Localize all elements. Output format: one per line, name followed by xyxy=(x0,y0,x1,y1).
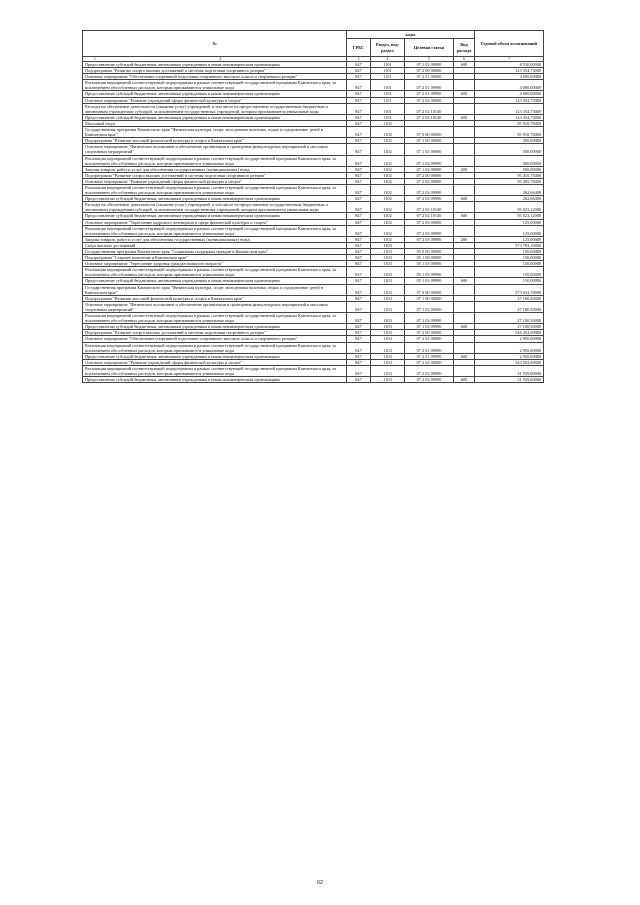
row-amount-cell: 150,00000 xyxy=(475,278,544,284)
table-row xyxy=(83,103,544,114)
row-section-cell: 1103 xyxy=(371,365,405,376)
row-amount-cell: 150,00000 xyxy=(475,267,544,278)
row-target-cell: 07 2 03 09990 xyxy=(405,236,454,242)
row-grbs-cell: 847 xyxy=(347,242,371,248)
row-section-cell: 1102 xyxy=(371,213,405,219)
table-row xyxy=(83,365,544,376)
row-target-cell: 07 2 00 00000 xyxy=(405,68,454,74)
row-section-cell: 1102 xyxy=(371,138,405,144)
row-section-cell: 1103 xyxy=(371,342,405,353)
row-name-cell: Закупка товаров, работ и услуг для обеспечения государственных (муниципальных) нужд xyxy=(83,166,347,172)
row-amount-cell: 4 000,00000 xyxy=(475,80,544,91)
row-grbs-cell: 847 xyxy=(347,284,371,295)
row-target-cell: 07 2 02 00000 xyxy=(405,97,454,103)
row-amount-cell: 150,00000 xyxy=(475,255,544,261)
row-name-cell: Основное мероприятие "Развитие учреждений сферы физической культуры и спорта" xyxy=(83,359,347,365)
row-grbs-cell: 847 xyxy=(347,62,371,68)
row-vr-cell: 200 xyxy=(454,166,475,172)
row-section-cell: 1102 xyxy=(371,178,405,184)
row-vr-cell: 200 xyxy=(454,236,475,242)
row-vr-cell: 600 xyxy=(454,278,475,284)
row-section-cell: 1103 xyxy=(371,255,405,261)
row-grbs-cell: 847 xyxy=(347,353,371,359)
index-marker: 2 xyxy=(219,57,222,61)
row-target-cell: 07 2 02 10140 xyxy=(405,114,454,120)
row-vr-cell xyxy=(454,365,475,376)
row-section-cell: 1101 xyxy=(371,68,405,74)
row-name-cell: Предоставление субсидий бюджетным, автономным учреждениям и иным некоммерческим организациям xyxy=(83,377,347,383)
row-name-cell: Подпрограмма "Развитие спорта высших достижений и системы подготовки спортивного резерва" xyxy=(83,172,347,178)
row-section-cell: 1102 xyxy=(371,219,405,225)
index-cell: 4 xyxy=(371,57,405,62)
row-section-cell: 1102 xyxy=(371,155,405,166)
table-row xyxy=(83,144,544,155)
row-section-cell: 1103 xyxy=(371,242,405,248)
header-num: № xyxy=(83,31,347,57)
row-section-cell: 1103 xyxy=(371,295,405,301)
row-grbs-cell: 847 xyxy=(347,236,371,242)
row-amount-cell: 31 939,60000 xyxy=(475,365,544,376)
row-name-cell: Реализация мероприятий соответствующей подпрограммы в рамках соответствующей государственной программы Камчатского края, за исключением обособленных расходов, которым присваиваются уникальные коды xyxy=(83,80,347,91)
row-name-cell: Закупка товаров, работ и услуг для обеспечения государственных (муниципальных) нужд xyxy=(83,236,347,242)
row-grbs-cell: 847 xyxy=(347,155,371,166)
row-target-cell: 07 1 02 00000 xyxy=(405,301,454,312)
row-vr-cell: 600 xyxy=(454,91,475,97)
row-vr-cell: 600 xyxy=(454,377,475,383)
header-volume: Годовой объем ассигнований xyxy=(475,31,544,57)
row-amount-cell: 123 354,73000 xyxy=(475,114,544,120)
row-section-cell: 1101 xyxy=(371,103,405,114)
row-section-cell: 1103 xyxy=(371,336,405,342)
row-vr-cell: 600 xyxy=(454,196,475,202)
row-amount-cell: 2 950,00000 xyxy=(475,353,544,359)
row-vr-cell xyxy=(454,184,475,195)
row-name-cell: Государственная программа Камчатского края "Социальная поддержка граждан в Камчатском крае" xyxy=(83,249,347,255)
row-amount-cell: 123 354,73000 xyxy=(475,68,544,74)
page-number: 62 xyxy=(316,880,324,886)
row-amount-cell: 123 354,73000 xyxy=(475,97,544,103)
row-vr-cell xyxy=(454,267,475,278)
row-grbs-cell: 847 xyxy=(347,249,371,255)
row-target-cell: 07 1 02 09990 xyxy=(405,166,454,172)
row-name-cell: Предоставление субсидий бюджетным, автономным учреждениям и иным некоммерческим организациям xyxy=(83,278,347,284)
row-grbs-cell: 847 xyxy=(347,213,371,219)
row-amount-cell: 31 939,60000 xyxy=(475,377,544,383)
row-name-cell: Государственная программа Камчатского края "Физическая культура, спорт, молодежная политика, отдых и оздоровление детей в Камчатском крае" xyxy=(83,127,347,138)
row-section-cell: 1102 xyxy=(371,166,405,172)
row-section-cell: 1102 xyxy=(371,172,405,178)
row-section-cell: 1102 xyxy=(371,202,405,213)
row-grbs-cell: 847 xyxy=(347,178,371,184)
row-name-cell: Предоставление субсидий бюджетным, автономным учреждениям и иным некоммерческим организациям xyxy=(83,196,347,202)
row-grbs-cell: 847 xyxy=(347,261,371,267)
row-section-cell: 1102 xyxy=(371,144,405,155)
row-grbs-cell: 847 xyxy=(347,225,371,236)
header-codes: коды xyxy=(347,31,475,39)
row-vr-cell xyxy=(454,80,475,91)
row-target-cell: 07 1 00 00000 xyxy=(405,295,454,301)
row-grbs-cell: 847 xyxy=(347,91,371,97)
row-grbs-cell: 847 xyxy=(347,267,371,278)
row-amount-cell: 4 000,00000 xyxy=(475,91,544,97)
row-target-cell: 07 2 01 00000 xyxy=(405,74,454,80)
row-target-cell: 07 2 01 09990 xyxy=(405,91,454,97)
table-row xyxy=(83,127,544,138)
row-name-cell: Реализация мероприятий соответствующей подпрограммы в рамках соответствующей государственной программы Камчатского края, за исключением обособленных расходов, которым присваиваются уникальные коды xyxy=(83,365,347,376)
row-amount-cell: 8 530,00000 xyxy=(475,62,544,68)
row-grbs-cell: 847 xyxy=(347,120,371,126)
table-body xyxy=(83,57,544,383)
row-target-cell: 05 1 03 00000 xyxy=(405,261,454,267)
row-grbs-cell: 847 xyxy=(347,295,371,301)
row-grbs-cell: 847 xyxy=(347,255,371,261)
row-grbs-cell: 847 xyxy=(347,196,371,202)
table-row xyxy=(83,342,544,353)
row-grbs-cell: 847 xyxy=(347,144,371,155)
header-section: Раздел, под-раздел xyxy=(371,39,405,57)
row-section-cell: 1103 xyxy=(371,313,405,324)
row-target-cell: 07 2 02 09990 xyxy=(405,365,454,376)
row-amount-cell: 125,00000 xyxy=(475,225,544,236)
row-name-cell: Реализация мероприятий соответствующей подпрограммы в рамках соответствующей государственной программы Камчатского края, за исключением обособленных расходов, которым присваиваются уникальные коды xyxy=(83,313,347,324)
row-grbs-cell: 847 xyxy=(347,365,371,376)
row-amount-cell: 500,00000 xyxy=(475,144,544,155)
row-target-cell: 07 1 00 00000 xyxy=(405,138,454,144)
row-amount-cell: 27 180,50000 xyxy=(475,295,544,301)
row-grbs-cell: 847 xyxy=(347,97,371,103)
row-grbs-cell: 847 xyxy=(347,138,371,144)
row-name-cell: Спорт высших достижений xyxy=(83,242,347,248)
row-grbs-cell: 847 xyxy=(347,301,371,312)
row-name-cell: Предоставление субсидий бюджетным, автономным учреждениям и иным некоммерческим организациям xyxy=(83,353,347,359)
table-row xyxy=(83,377,544,383)
table-row xyxy=(83,202,544,213)
row-amount-cell: 573 633,19000 xyxy=(475,284,544,295)
budget-table xyxy=(82,30,544,383)
row-name-cell: Государственная программа Камчатского края "Физическая культура, спорт, молодежная политика, отдых и оздоровление детей в Камчатском крае" xyxy=(83,284,347,295)
row-target-cell: 07 2 02 09990 xyxy=(405,377,454,383)
row-section-cell: 1103 xyxy=(371,249,405,255)
row-amount-cell: 500,00000 xyxy=(475,166,544,172)
row-target-cell: 05 1 03 09990 xyxy=(405,278,454,284)
row-vr-cell xyxy=(454,127,475,138)
row-amount-cell: 500,00000 xyxy=(475,138,544,144)
row-target-cell: 05 1 00 00000 xyxy=(405,255,454,261)
row-vr-cell xyxy=(454,225,475,236)
row-target-cell: 07 1 02 09990 xyxy=(405,62,454,68)
row-section-cell: 1103 xyxy=(371,324,405,330)
table-row xyxy=(83,267,544,278)
row-amount-cell: 125,00000 xyxy=(475,236,544,242)
row-section-cell: 1103 xyxy=(371,284,405,295)
row-target-cell: 07 2 00 00000 xyxy=(405,172,454,178)
row-name-cell: Подпрограмма "Развитие массовой физической культуры и спорта в Камчатском крае" xyxy=(83,295,347,301)
row-vr-cell xyxy=(454,301,475,312)
row-section-cell: 1102 xyxy=(371,127,405,138)
row-target-cell: 07 1 02 00000 xyxy=(405,144,454,155)
table-row xyxy=(83,301,544,312)
row-vr-cell xyxy=(454,313,475,324)
row-name-cell: Реализация мероприятий соответствующей подпрограммы в рамках соответствующей государственной программы Камчатского края, за исключением обособленных расходов, которым присваиваются уникальные коды xyxy=(83,184,347,195)
row-section-cell: 1101 xyxy=(371,91,405,97)
row-vr-cell: 600 xyxy=(454,324,475,330)
row-vr-cell xyxy=(454,284,475,295)
row-grbs-cell: 847 xyxy=(347,184,371,195)
row-grbs-cell: 847 xyxy=(347,278,371,284)
row-amount-cell: 95 910,78400 xyxy=(475,120,544,126)
table-row xyxy=(83,155,544,166)
row-name-cell: Расходы на обеспечение деятельности (оказание услуг) учреждений, в том числе на предоставление государственным бюджетным и автономным учреждениям субсидий, за исключением государственных учреждений, которым присваиваются уникальные коды xyxy=(83,202,347,213)
row-amount-cell: 95 410,78400 xyxy=(475,172,544,178)
row-section-cell: 1101 xyxy=(371,74,405,80)
row-name-cell: Массовый спорт xyxy=(83,120,347,126)
row-target-cell: 07 2 01 09990 xyxy=(405,80,454,91)
row-target-cell: 07 1 02 09990 xyxy=(405,155,454,166)
row-name-cell: Основное мероприятие "Развитие учреждений сферы физической культуры и спорта" xyxy=(83,97,347,103)
row-section-cell: 1101 xyxy=(371,114,405,120)
row-section-cell: 1103 xyxy=(371,377,405,383)
row-section-cell: 1102 xyxy=(371,196,405,202)
row-name-cell: Реализация мероприятий соответствующей подпрограммы в рамках соответствующей государственной программы Камчатского края, за исключением обособленных расходов, которым присваиваются уникальные коды xyxy=(83,155,347,166)
table-row xyxy=(83,313,544,324)
row-name-cell: Основное мероприятие "Развитие учреждений сферы физической культуры и спорта" xyxy=(83,178,347,184)
row-name-cell: Предоставление субсидий бюджетным, автономным учреждениям и иным некоммерческим организациям xyxy=(83,213,347,219)
row-amount-cell: 150,00000 xyxy=(475,261,544,267)
row-target-cell: 05 1 03 09990 xyxy=(405,267,454,278)
header-target: Целевая статья xyxy=(405,39,454,57)
row-name-cell: Расходы на обеспечение деятельности (оказание услуг) учреждений, в том числе на предоставление государственным бюджетным и автономным учреждениям субсидий, за исключением государственных учреждений, которым присваиваются уникальные коды xyxy=(83,103,347,114)
row-target-cell: 07 2 02 00000 xyxy=(405,178,454,184)
row-vr-cell xyxy=(454,155,475,166)
row-amount-cell: 2 950,00000 xyxy=(475,342,544,353)
row-name-cell: Подпрограмма "Развитие массовой физической культуры и спорта в Камчатском крае" xyxy=(83,138,347,144)
row-amount-cell: 95 023,12000 xyxy=(475,213,544,219)
row-target-cell: 07 2 00 00000 xyxy=(405,330,454,336)
row-name-cell: Реализация мероприятий соответствующей подпрограммы в рамках соответствующей государственной программы Камчатского края, за исключением обособленных расходов, которым присваиваются уникальные коды xyxy=(83,267,347,278)
row-grbs-cell: 847 xyxy=(347,342,371,353)
row-section-cell: 1102 xyxy=(371,225,405,236)
row-grbs-cell: 847 xyxy=(347,202,371,213)
row-name-cell: Основное мероприятие "Укрепление кадрового потенциала в сфере физической культуры и спорта" xyxy=(83,219,347,225)
row-target-cell: 07 1 02 09990 xyxy=(405,324,454,330)
row-amount-cell: 150,00000 xyxy=(475,249,544,255)
table-row xyxy=(83,284,544,295)
row-target-cell: 07 2 03 00000 xyxy=(405,219,454,225)
row-amount-cell: 27 180,50000 xyxy=(475,324,544,330)
row-vr-cell: 600 xyxy=(454,353,475,359)
index-marker: 1 xyxy=(94,57,96,61)
row-grbs-cell: 847 xyxy=(347,324,371,330)
row-section-cell: 1103 xyxy=(371,261,405,267)
header-grbs: ГРБС xyxy=(347,39,371,57)
row-amount-cell: 123 354,73000 xyxy=(475,103,544,114)
row-name-cell: Основное мероприятие "Укрепление здоровья граждан пожилого возраста" xyxy=(83,261,347,267)
row-vr-cell xyxy=(454,202,475,213)
row-target-cell: 07 2 01 09990 xyxy=(405,353,454,359)
row-grbs-cell: 847 xyxy=(347,74,371,80)
row-amount-cell: 500,00000 xyxy=(475,155,544,166)
row-amount-cell: 262,66400 xyxy=(475,184,544,195)
table-row xyxy=(83,225,544,236)
row-section-cell: 1102 xyxy=(371,184,405,195)
index-cell: 6 xyxy=(454,57,475,62)
table-row xyxy=(83,184,544,195)
row-section-cell: 1103 xyxy=(371,267,405,278)
row-amount-cell: 546 452,69000 xyxy=(475,330,544,336)
row-target-cell: 07 2 02 09990 xyxy=(405,184,454,195)
row-grbs-cell: 847 xyxy=(347,336,371,342)
row-name-cell: Реализация мероприятий соответствующей подпрограммы в рамках соответствующей государственной программы Камчатского края, за исключением обособленных расходов, которым присваиваются уникальные коды xyxy=(83,225,347,236)
row-amount-cell: 262,66400 xyxy=(475,196,544,202)
row-section-cell: 1101 xyxy=(371,62,405,68)
row-section-cell: 1102 xyxy=(371,120,405,126)
row-vr-cell: 600 xyxy=(454,114,475,120)
row-amount-cell: 27 180,50000 xyxy=(475,301,544,312)
row-target-cell: 07 2 02 09990 xyxy=(405,196,454,202)
row-grbs-cell: 847 xyxy=(347,313,371,324)
row-section-cell: 1101 xyxy=(371,80,405,91)
row-section-cell: 1103 xyxy=(371,278,405,284)
row-target-cell: 07 2 01 09990 xyxy=(405,342,454,353)
row-vr-cell xyxy=(454,342,475,353)
row-amount-cell: 573 783,19000 xyxy=(475,242,544,248)
row-grbs-cell: 847 xyxy=(347,68,371,74)
row-vr-cell xyxy=(454,103,475,114)
row-target-cell: 05 0 00 00000 xyxy=(405,249,454,255)
row-target-cell: 07 2 02 10140 xyxy=(405,202,454,213)
row-amount-cell: 4 000,00000 xyxy=(475,74,544,80)
index-cell: 5 xyxy=(405,57,454,62)
row-grbs-cell: 847 xyxy=(347,103,371,114)
row-amount-cell: 125,00000 xyxy=(475,219,544,225)
row-amount-cell: 95 285,78400 xyxy=(475,178,544,184)
row-name-cell: Предоставление субсидий бюджетным, автономным учреждениям и иным некоммерческим организациям xyxy=(83,62,347,68)
row-amount-cell: 95 023,12000 xyxy=(475,202,544,213)
row-target-cell: 07 0 00 00000 xyxy=(405,127,454,138)
row-grbs-cell: 847 xyxy=(347,172,371,178)
row-amount-cell: 543 502,69000 xyxy=(475,359,544,365)
row-target-cell: 07 2 03 09990 xyxy=(405,225,454,236)
row-section-cell: 1102 xyxy=(371,236,405,242)
row-vr-cell: 600 xyxy=(454,213,475,219)
row-grbs-cell: 847 xyxy=(347,80,371,91)
row-name-cell: Подпрограмма "Развитие спорта высших достижений и системы подготовки спортивного резерва" xyxy=(83,68,347,74)
row-section-cell: 1103 xyxy=(371,359,405,365)
table-row xyxy=(83,80,544,91)
row-grbs-cell: 847 xyxy=(347,166,371,172)
row-section-cell: 1103 xyxy=(371,301,405,312)
row-vr-cell: 600 xyxy=(454,62,475,68)
budget-table-sheet xyxy=(82,30,543,383)
row-target-cell: 07 2 02 10140 xyxy=(405,103,454,114)
row-target-cell: 07 0 00 00000 xyxy=(405,284,454,295)
row-section-cell: 1103 xyxy=(371,330,405,336)
row-grbs-cell: 847 xyxy=(347,377,371,383)
header-vr: Вид расхода xyxy=(454,39,475,57)
row-grbs-cell: 847 xyxy=(347,330,371,336)
row-target-cell: 07 2 02 10140 xyxy=(405,213,454,219)
row-name-cell: Предоставление субсидий бюджетным, автономным учреждениям и иным некоммерческим организациям xyxy=(83,114,347,120)
row-name-cell: Основное мероприятие "Обеспечение спортивной подготовки спортивного высокого класса и спортивного резерва" xyxy=(83,74,347,80)
row-grbs-cell: 847 xyxy=(347,127,371,138)
row-target-cell: 07 2 02 00000 xyxy=(405,359,454,365)
row-name-cell: Основное мероприятие "Физическое воспитание и обеспечение организации и проведения физкультурных мероприятий и массовых спортивных мероприятий" xyxy=(83,144,347,155)
row-amount-cell: 2 950,00000 xyxy=(475,336,544,342)
row-grbs-cell: 847 xyxy=(347,114,371,120)
row-vr-cell xyxy=(454,144,475,155)
row-target-cell: 07 2 01 00000 xyxy=(405,336,454,342)
row-section-cell: 1103 xyxy=(371,353,405,359)
row-name-cell: Основное мероприятие "Обеспечение спортивной подготовки спортивного высокого класса и спортивного резерва" xyxy=(83,336,347,342)
row-name-cell: Предоставление субсидий бюджетным, автономным учреждениям и иным некоммерческим организациям xyxy=(83,91,347,97)
row-name-cell: Предоставление субсидий бюджетным, автономным учреждениям и иным некоммерческим организациям xyxy=(83,324,347,330)
row-amount-cell: 27 180,50000 xyxy=(475,313,544,324)
row-amount-cell: 95 910,78400 xyxy=(475,127,544,138)
row-name-cell: Подпрограмма "Развитие спорта высших достижений и системы подготовки спортивного резерва" xyxy=(83,330,347,336)
row-name-cell: Подпрограмма "Старшее поколение в Камчатском крае" xyxy=(83,255,347,261)
index-cell: 3 xyxy=(347,57,371,62)
index-cell: 7 xyxy=(475,57,544,62)
row-section-cell: 1101 xyxy=(371,97,405,103)
row-grbs-cell: 847 xyxy=(347,219,371,225)
row-target-cell: 07 1 02 09990 xyxy=(405,313,454,324)
row-name-cell: Основное мероприятие "Физическое воспитание и обеспечение организации и проведения физкультурных мероприятий и массовых спортивных мероприятий" xyxy=(83,301,347,312)
row-grbs-cell: 847 xyxy=(347,359,371,365)
row-name-cell: Реализация мероприятий соответствующей подпрограммы в рамках соответствующей государственной программы Камчатского края, за исключением обособленных расходов, которым присваиваются уникальные коды xyxy=(83,342,347,353)
